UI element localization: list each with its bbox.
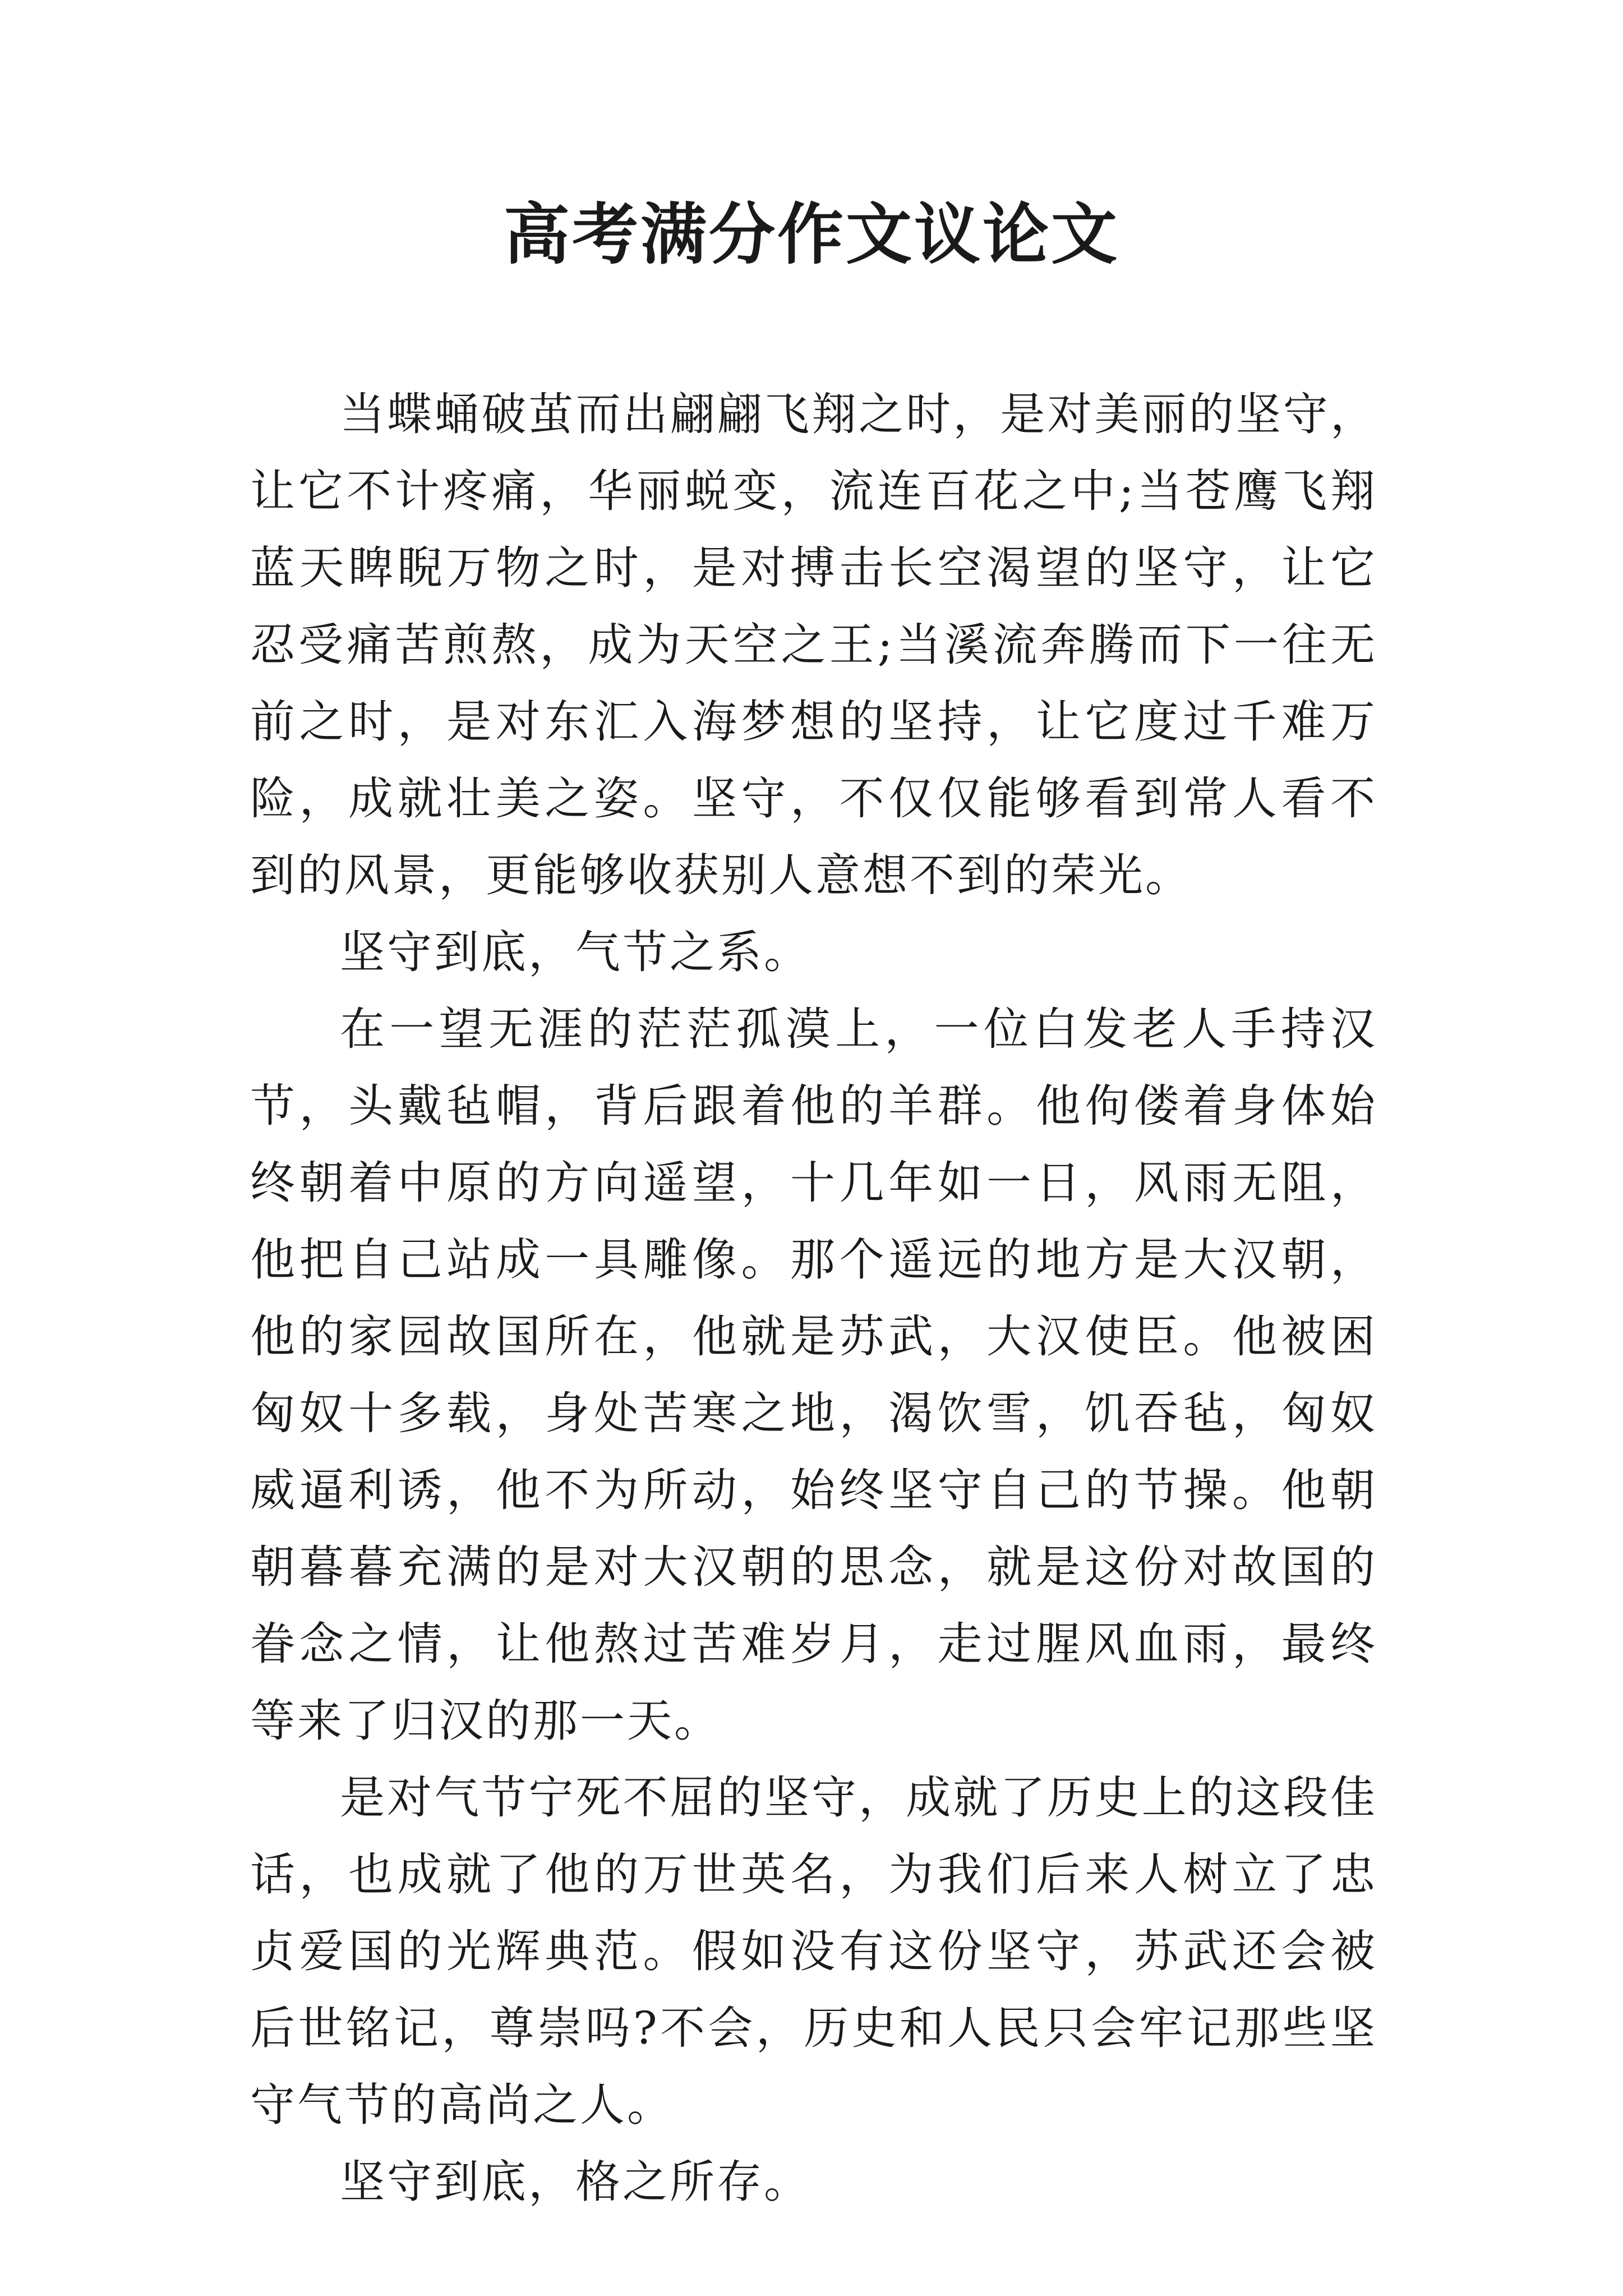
paragraph-4: 是对气节宁死不屈的坚守，成就了历史上的这段佳话，也成就了他的万世英名，为我们后来人树立了忠贞爱国的光辉典范。假如没有这份坚守，苏武还会被后世铭记，尊崇吗?不会，历史和人民只会牢记那些坚守气节的高尚之人。 — [250, 1772, 1377, 2131]
document-body — [250, 376, 1377, 2220]
paragraph-1: 当蝶蛹破茧而出翩翩飞翔之时，是对美丽的坚守，让它不计疼痛，华丽蜕变，流连百花之中;当苍鹰飞翔蓝天睥睨万物之时，是对搏击长空渴望的坚守，让它忍受痛苦煎熬，成为天空之王;当溪流奔腾而下一往无前之时，是对东汇入海梦想的坚持，让它度过千难万险，成就壮美之姿。坚守，不仅仅能够看到常人看不到的风景，更能够收获别人意想不到的荣光。 — [250, 388, 1377, 901]
document-title: 高考满分作文议论文 — [503, 195, 1119, 273]
paragraph-2: 坚守到底，气节之系。 — [340, 926, 811, 978]
paragraph-5: 坚守到底，格之所存。 — [340, 2156, 811, 2208]
paragraph-3: 在一望无涯的茫茫孤漠上，一位白发老人手持汉节，头戴毡帽，背后跟着他的羊群。他佝偻着身体始终朝着中原的方向遥望，十几年如一日，风雨无阻，他把自己站成一具雕像。那个遥远的地方是大汉朝，他的家园故国所在，他就是苏武，大汉使臣。他被困匈奴十多载，身处苦寒之地，渴饮雪，饥吞毡，匈奴威逼利诱，他不为所动，始终坚守自己的节操。他朝朝暮暮充满的是对大汉朝的思念，就是这份对故国的眷念之情，让他熬过苦难岁月，走过腥风血雨，最终等来了归汉的那一天。 — [250, 1003, 1377, 1747]
